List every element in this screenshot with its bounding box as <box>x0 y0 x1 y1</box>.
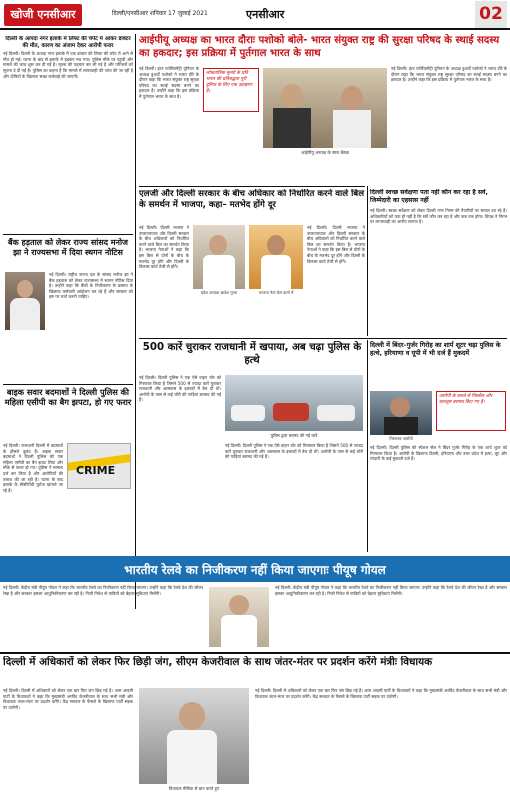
story-body: नई दिल्ली। राष्ट्रीय जनता दल के सांसद मनोज झा ने बैंक हड़ताल को लेकर राज्यसभा में स्थगन नोटिस दिया है। उन्होंने कहा कि बैंकों के निजीकरण के प्रस्ताव के खिलाफ कर्मचारी आंदोलन कर रहे हैं और सरकार को इस पर चर्चा करनी चाहिए। <box>49 272 133 300</box>
story-bank <box>3 238 133 383</box>
mla-photo <box>139 688 249 784</box>
photo-caption: गिरफ्तार आरोपी <box>389 436 413 441</box>
crime-label: CRIME <box>76 464 116 477</box>
photo-caption: पुलिस द्वारा बरामद की गई कारें <box>270 433 318 438</box>
story-headline: दिल्ली के आपदा नगर इलाके में लिफ्ट की चपेट में आकर डाक्टर की मौत, कारण का अंजाम देकर आरोपी फरार <box>5 36 131 49</box>
press-photo <box>249 225 303 289</box>
story-body: नई दिल्ली। केंद्रीय मंत्री पीयूष गोयल ने कहा कि भारतीय रेलवे का निजीकरण नहीं किया जाएगा। उन्होंने कहा कि रेलवे देश की जीवन रेखा है और सरकार इसका आधुनिकीकरण कर रही है। निजी निवेश से यात्रियों को बेहतर सुविधाएं मिलेंगी। <box>3 585 203 596</box>
minister-photo <box>209 587 269 647</box>
story-headline: बाइक सवार बदमाशों ने दिल्ली पुलिस की महिला एसीपी का बैग झपटा, हो गए फरार <box>4 387 132 407</box>
story-headline: भारतीय रेलवे का निजीकरण नहीं किया जाएगाः पीयूष गोयल <box>124 563 386 577</box>
story-body-continued: नई दिल्ली। दिल्ली में अधिकारों को लेकर एक बार फिर जंग छिड़ गई है। आम आदमी पार्टी के विधायकों ने कहा कि मुख्यमंत्री अरविंद केजरीवाल के साथ सभी मंत्री और विधायक जंतर-मंतर पर प्रदर्शन करेंगे। केंद्र सरकार के फैसले के खिलाफ पार्टी सड़क पर उतरेगी। <box>255 688 507 699</box>
person-photo <box>5 272 45 330</box>
story-survey <box>370 189 507 334</box>
quote-text: लोकतांत्रिक मूल्यों के प्रति भारत की प्रतिबद्धता पूरी दुनिया के लिए एक उदाहरण है। <box>206 71 253 94</box>
story-bottom <box>3 656 507 798</box>
leader-photo <box>193 225 245 289</box>
arrest-photo <box>370 391 432 435</box>
story-body: नई दिल्ली। दिल्ली के आपदा नगर इलाके में एक डाक्टर की लिफ्ट की चपेट में आने से मौत हो गई। घटना के बाद से इलाके में हड़कंप मच गया। पुलिस मौके पर पहुंची और मामले की जांच शुरू कर दी गई है। मृतक की पहचान कर ली गई है और परिजनों को सूचना दे दी गई है। पुलिस का कहना है कि मामले में लापरवाही की जांच की जा रही है और दोषियों के खिलाफ सख्त कार्रवाई की जाएगी। <box>3 51 133 79</box>
recovered-cars-photo <box>225 375 363 431</box>
story-body: नई दिल्ली। दिल्ली भाजपा ने उपराज्यपाल और दिल्ली सरकार के बीच अधिकारों को निर्धारित करने वाले बिल का समर्थन किया है। भाजपा नेताओं ने कहा कि इस बिल से दोनों के बीच के मतभेद दूर होंगे और दिल्ली के विकास कार्य तेजी से होंगे। <box>139 225 189 270</box>
story-left-top <box>3 36 133 232</box>
story-headline: दिल्ली में अधिकारों को लेकर फिर छिड़ी जंग, सीएम केजरीवाल के साथ जंतर-मंतर पर प्रदर्शन करेंगे मंत्रीः विधायक <box>3 656 433 668</box>
story-body-continued: नई दिल्ली। दिल्ली भाजपा ने उपराज्यपाल और दिल्ली सरकार के बीच अधिकारों को निर्धारित करने वाले बिल का समर्थन किया है। भाजपा नेताओं ने कहा कि इस बिल से दोनों के बीच के मतभेद दूर होंगे और दिल्ली के विकास कार्य तेजी से होंगे। <box>307 225 365 264</box>
story-body: नई दिल्ली। दिल्ली पुलिस की स्पेशल सेल ने बिंदर गुर्जर गिरोह के एक शार्प शूटर को गिरफ्तार किया है। आरोपी के खिलाफ दिल्ली, हरियाणा और उत्तर प्रदेश में हत्या, लूट और रंगदारी के कई मुकदमे दर्ज हैं। <box>370 445 507 462</box>
story-body-continued: नई दिल्ली। इंटर पार्लियामेंट्री यूनियन के अध्यक्ष डुआर्टे पशोको ने भारत दौरे के दौरान कहा कि भारत संयुक्त राष्ट्र सुरक्षा परिषद का स्थाई सदस्य बनने का हकदार है। उन्होंने कहा कि इस प्रक्रिया में पुर्तगाल भारत के साथ है। <box>391 66 507 83</box>
story-railway-banner <box>0 556 510 582</box>
photo-caption: विधायक मीडिया से बात करते हुए <box>168 786 220 791</box>
ipu-photo <box>263 68 387 148</box>
story-headline: बैंक हड़ताल को लेकर राज्य सांसद मनोज झा ने राज्यसभा में दिया स्थगन नोटिस <box>8 238 128 257</box>
quote-text: आरोपी के कब्जे से पिस्तौल और कारतूस बरामद किए गए हैं। <box>439 394 493 405</box>
photo-caption: प्रदेश अध्यक्ष आदेश गुप्ता <box>200 290 238 295</box>
story-body: नई दिल्ली। इंटर पार्लियामेंट्री यूनियन के अध्यक्ष डुआर्टे पशोको ने भारत दौरे के दौरान कहा कि भारत संयुक्त राष्ट्र सुरक्षा परिषद का स्थाई सदस्य बनने का हकदार है। उन्होंने कहा कि इस प्रक्रिया में पुर्तगाल भारत के साथ है। <box>139 66 199 99</box>
dateline: दिल्ली/एनसीआर शनिवार 17 जुलाई 2021 <box>112 10 208 17</box>
page-number: 02 <box>475 1 507 28</box>
story-lg <box>139 189 365 334</box>
crime-tape-image <box>67 443 131 489</box>
story-railway <box>3 585 507 650</box>
story-body: नई दिल्ली। दिल्ली पुलिस ने एक ऐसे वाहन चोर को गिरफ्तार किया है जिसने 500 से ज्यादा कारें चुराकर राजधानी और आसपास के इलाकों में बेच दी थीं। आरोपी के पास से कई चोरी की गाड़ियां बरामद की गई हैं। <box>139 375 221 403</box>
story-ipu <box>139 34 507 184</box>
story-gang <box>370 341 507 553</box>
section-title: एनसीआर <box>246 8 285 21</box>
story-body: नई दिल्ली। दिल्ली में अधिकारों को लेकर एक बार फिर जंग छिड़ गई है। आम आदमी पार्टी के विधायकों ने कहा कि मुख्यमंत्री अरविंद केजरीवाल के साथ सभी मंत्री और विधायक जंतर-मंतर पर प्रदर्शन करेंगे। केंद्र सरकार के फैसले के खिलाफ पार्टी सड़क पर उतरेगी। <box>3 688 133 710</box>
story-body: नई दिल्ली। स्वच्छ सर्वेक्षण को लेकर दिल्ली नगर निगम की तैयारियों पर सवाल उठ रहे हैं। अधिकारियों को पता ही नहीं है कि सर्वे कौन कर रहा है और कब तक होगा। विपक्ष ने निगम पर लापरवाही का आरोप लगाया है। <box>370 208 507 225</box>
photo-caption: भाजपा नेता प्रेस वार्ता में <box>258 290 294 295</box>
story-headline: आईपीयू अध्यक्ष का भारत दौराः पशोको बोले- भारत संयुक्त राष्ट्र की सुरक्षा परिषद के स्थाई सदस्य का हकदार; इस प्रक्रिया में पुर्तगाल भारत के साथ <box>139 35 500 59</box>
photo-caption: आईपीयू अध्यक्ष के साथ बैठक <box>301 151 349 156</box>
story-headline: दिल्ली में बिंदर–गुर्जर गिरोह का शार्प शूटर चढ़ा पुलिस के हत्थे, हरियाणा व यूपी में भी दर्ज हैं मुकदमें <box>370 341 501 358</box>
story-headline: एलजी और दिल्ली सरकार के बीच अधिकार को निर्धारित करने वाले बिल के समर्थन में भाजपा, कहा– मतभेद होंगे दूर <box>139 189 365 210</box>
story-body-continued: नई दिल्ली। दिल्ली पुलिस ने एक ऐसे वाहन चोर को गिरफ्तार किया है जिसने 500 से ज्यादा कारें चुराकर राजधानी और आसपास के इलाकों में बेच दी थीं। आरोपी के पास से कई चोरी की गाड़ियां बरामद की गई हैं। <box>225 443 363 460</box>
story-headline: 500 कारें चुराकर राजधानी में खपाया, अब चढ़ा पुलिस के हत्थे <box>142 342 362 366</box>
quote-box <box>203 68 259 112</box>
story-cars <box>139 341 365 553</box>
story-body-continued: नई दिल्ली। केंद्रीय मंत्री पीयूष गोयल ने कहा कि भारतीय रेलवे का निजीकरण नहीं किया जाएगा। उन्होंने कहा कि रेलवे देश की जीवन रेखा है और सरकार इसका आधुनिकीकरण कर रही है। निजी निवेश से यात्रियों को बेहतर सुविधाएं मिलेंगी। <box>275 585 507 596</box>
masthead <box>0 0 510 30</box>
story-body: नई दिल्ली। राजधानी दिल्ली में बदमाशों के हौसले बुलंद हैं। बाइक सवार बदमाशों ने दिल्ली पुलिस की एक महिला एसीपी का बैग झपट लिया और मौके से फरार हो गए। पुलिस ने मामला दर्ज कर लिया है और आरोपियों की तलाश की जा रही है। घटना के बाद इलाके के सीसीटीवी फुटेज खंगाले जा रहे हैं। <box>3 443 63 493</box>
newspaper-logo: खोजी एनसीआर <box>4 4 82 26</box>
quote-box <box>436 391 506 431</box>
story-headline: दिल्ली स्वच्छ सर्वेक्षणः पता नहीं कौन कर रहा है सर्वे, जिम्मेदारी का एहसास नहीं <box>370 189 488 204</box>
